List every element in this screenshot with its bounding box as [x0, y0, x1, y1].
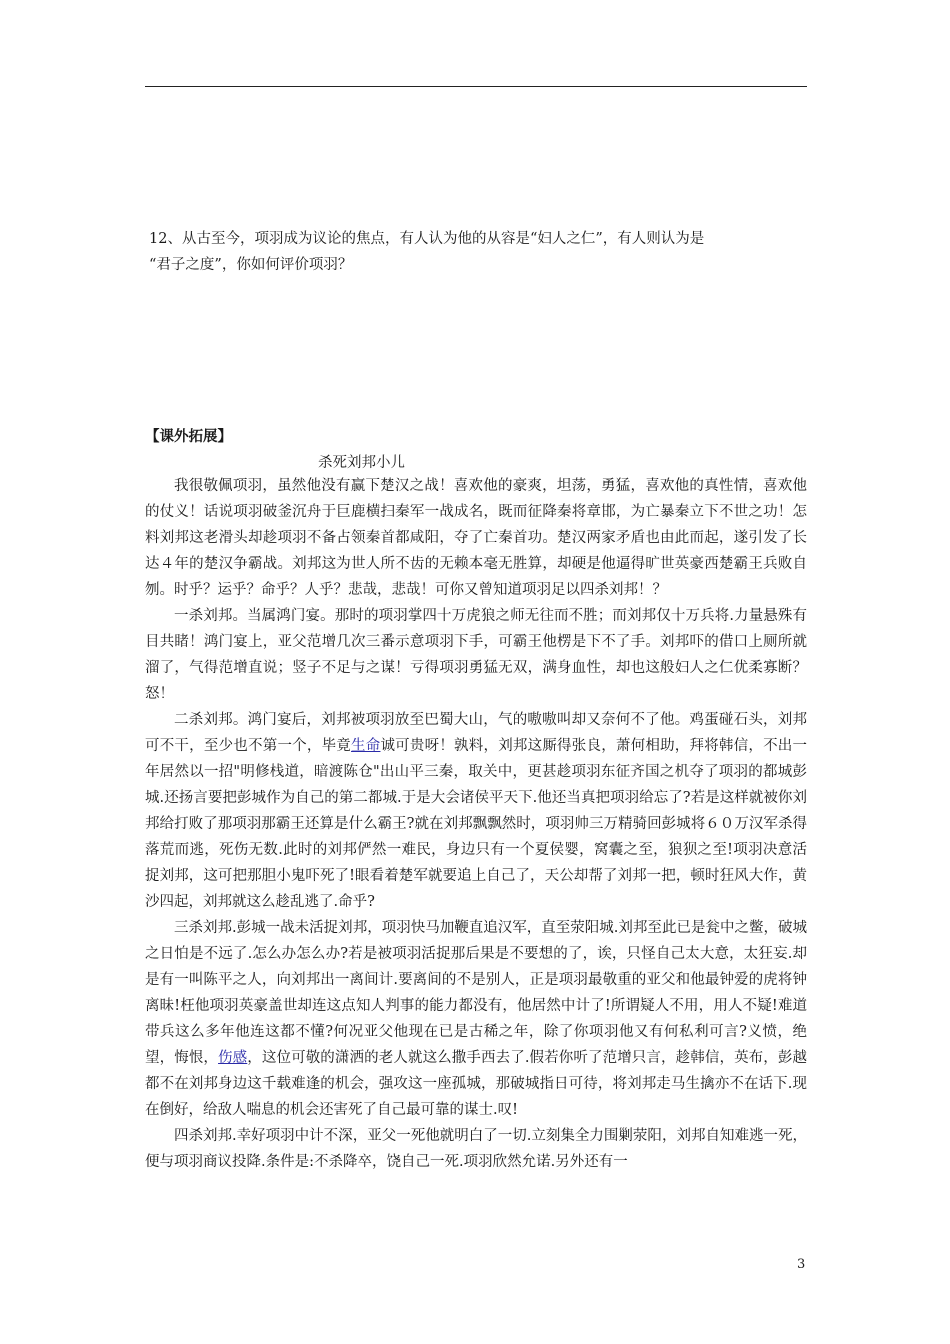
paragraph-second-kill	[145, 707, 807, 915]
question-line-1: 12、从古至今，项羽成为议论的焦点，有人认为他的从容是“妇人之仁”，有人则认为是	[149, 231, 705, 247]
article-body	[145, 473, 807, 1175]
link-shengming[interactable]: 生命	[351, 738, 381, 754]
header-rule	[145, 86, 807, 87]
paragraph-intro: 我很敬佩项羽，虽然他没有赢下楚汉之战！喜欢他的豪爽，坦荡，勇猛，喜欢他的真性情，喜欢他的仗义！话说项羽破釜沉舟于巨鹿横扫秦军一战成名，既而征降秦将章邯，为亡暴秦立下不世之功！怎料刘邦这老滑头却趁项羽不备占领秦首都咸阳，夺了亡秦首功。楚汉两家矛盾也由此而起，遂引发了长达４年的楚汉争霸战。刘邦这为世人所不齿的无赖本毫无胜算，却硬是他逼得旷世英豪西楚霸王兵败自刎。时乎？运乎？命乎？人乎？悲哉，悲哉！可你又曾知道项羽足以四杀刘邦！？	[145, 478, 807, 598]
section-title: 【课外拓展】	[145, 428, 232, 445]
paragraph-third-kill-text: 三杀刘邦.彭城一战未活捉刘邦，项羽快马加鞭直追汉军，直至荥阳城.刘邦至此已是瓮中之鳖，破城之日怕是不远了.怎么办怎么办?若是被项羽活捉那后果是不要想的了，诶，只怪自己太大意，太狂妄.却是有一叫陈平之人，向刘邦出一离间计.要离间的不是别人，正是项羽最敬重的亚父和他最钟爱的虎将钟离昧!枉他项羽英豪盖世却连这点知人判事的能力都没有，他居然中计了!所谓疑人不用，用人不疑!难道带兵这么多年他连这都不懂?何况亚父他现在已是古稀之年，除了你项羽他又有何私利可言?义愤，绝望，悔恨，伤感，这位可敬的潇洒的老人就这么撒手西去了.假若你听了范增只言，趁韩信，英布，彭越都不在刘邦身边这千载难逢的机会，强攻这一座孤城，那破城指日可待，将刘邦走马生擒亦不在话下.现在倒好，给敌人喘息的机会还害死了自己最可靠的谋士.叹!	[145, 920, 808, 1118]
question-line-2: “君子之度”，你如何评价项羽？	[149, 257, 353, 273]
link-shanggan[interactable]: 伤感	[218, 1050, 248, 1066]
paragraph-first-kill: 一杀刘邦。当属鸿门宴。那时的项羽掌四十万虎狼之师无往而不胜；而刘邦仅十万兵将.力量悬殊有目共睹！鸿门宴上，亚父范增几次三番示意项羽下手，可霸王他楞是下不了手。刘邦吓的借口上厕所就溜了，气得范增直说；竖子不足与之谋！亏得项羽勇猛无双，满身血性，却也这般妇人之仁优柔寡断？怒！	[145, 608, 807, 702]
page-number: 3	[797, 1257, 806, 1272]
paragraph-fourth-kill: 四杀刘邦.幸好项羽中计不深，亚父一死他就明白了一切.立刻集全力围剿荥阳，刘邦自知难逃一死，便与项羽商议投降.条件是:不杀降卒，饶自己一死.项羽欣然允诺.另外还有一	[145, 1128, 807, 1170]
article-title: 杀死刘邦小儿	[318, 455, 405, 471]
paragraph-second-kill-text: 二杀刘邦。鸿门宴后，刘邦被项羽放至巴蜀大山，气的嗷嗷叫却又奈何不了他。鸡蛋碰石头，刘邦可不干，至少也不第一个，毕竟生命诚可贵呀！孰料，刘邦这厮得张良，萧何相助，拜将韩信，不出一年居然以一招"明修栈道，暗渡陈仓"出山平三秦，取关中，更甚趁项羽东征齐国之机夺了项羽的都城彭城.还扬言要把彭城作为自己的第二都城.于是大会诸侯平天下.他还当真把项羽给忘了?若是这样就被你刘邦给打败了那项羽那霸王还算是什么霸王?就在刘邦飘飘然时，项羽帅三万精骑回彭城将６０万汉军杀得落荒而逃，死伤无数.此时的刘邦俨然一难民，身边只有一个夏侯婴，窝囊之至，狼狈之至!项羽决意活捉刘邦，这可把那胆小鬼吓死了!眼看着楚军就要追上自己了，天公却帮了刘邦一把，顿时狂风大作，黄沙四起，刘邦就这么趁乱逃了.命乎?	[145, 712, 808, 910]
paragraph-third-kill	[145, 915, 807, 1123]
question-12	[145, 226, 807, 278]
